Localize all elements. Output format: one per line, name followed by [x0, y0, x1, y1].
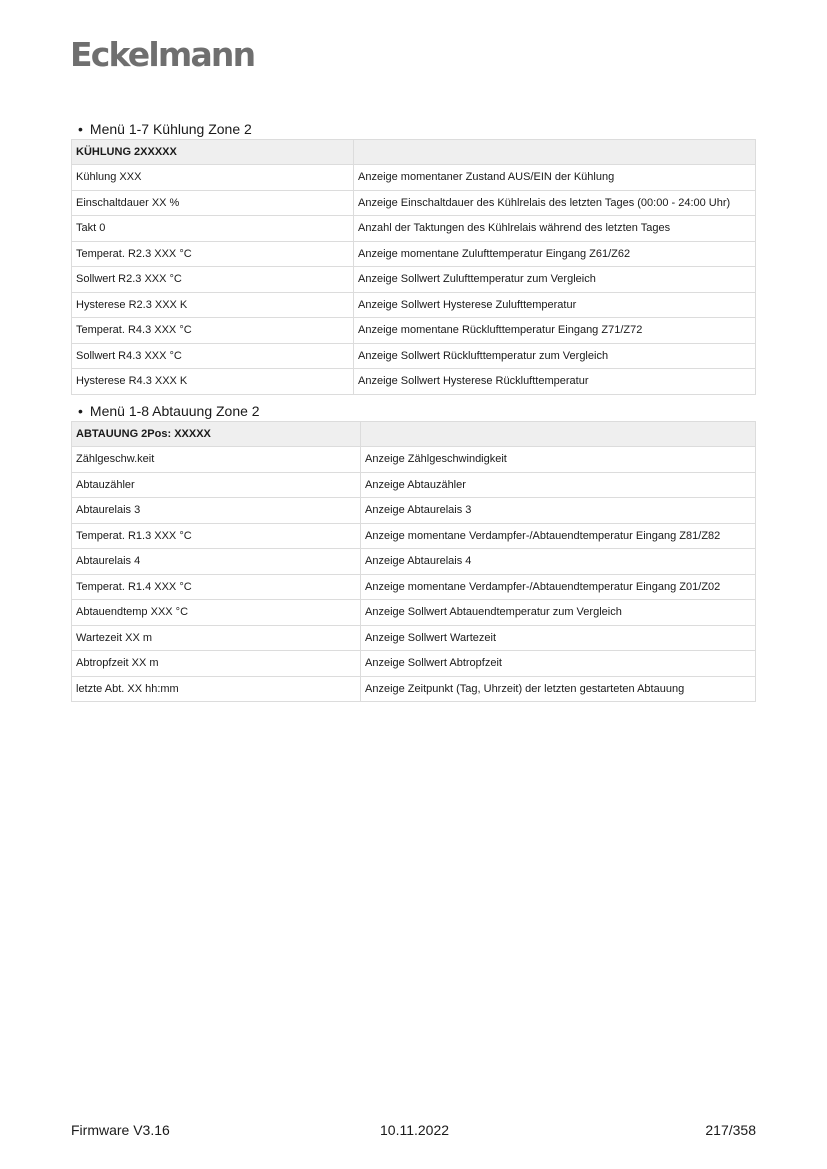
table-row	[72, 292, 756, 318]
description-cell: Anzeige momentane Zulufttemperatur Eingang Z61/Z62	[354, 241, 756, 267]
footer-page-number: 217/358	[705, 1122, 756, 1138]
bullet-icon: •	[78, 403, 83, 419]
table-row	[72, 523, 756, 549]
menu-entry-cell: Sollwert R2.3 XXX °C	[72, 267, 354, 293]
description-cell: Anzeige Sollwert Hysterese Zulufttemperatur	[354, 292, 756, 318]
bullet-icon: •	[78, 121, 83, 137]
table-row	[72, 190, 756, 216]
menu-entry-cell: Temperat. R1.3 XXX °C	[72, 523, 361, 549]
menu-entry-cell: Temperat. R2.3 XXX °C	[72, 241, 354, 267]
table-row	[72, 625, 756, 651]
description-cell: Anzeige Sollwert Rücklufttemperatur zum Vergleich	[354, 343, 756, 369]
menu-entry-cell: Zählgeschw.keit	[72, 447, 361, 473]
section-heading-kuehlung	[78, 122, 252, 136]
menu-entry-cell: Takt 0	[72, 216, 354, 242]
section-heading-text: Menü 1-8 Abtauung Zone 2	[89, 403, 260, 419]
description-cell: Anzeige momentane Verdampfer-/Abtauendtemperatur Eingang Z01/Z02	[361, 574, 756, 600]
menu-entry-cell: Sollwert R4.3 XXX °C	[72, 343, 354, 369]
footer-firmware: Firmware V3.16	[71, 1122, 170, 1138]
description-cell: Anzahl der Taktungen des Kühlrelais während des letzten Tages	[354, 216, 756, 242]
description-cell: Anzeige Einschaltdauer des Kühlrelais des letzten Tages (00:00 - 24:00 Uhr)	[354, 190, 756, 216]
menu-entry-cell: Wartezeit XX m	[72, 625, 361, 651]
table-row	[72, 447, 756, 473]
description-cell: Anzeige Sollwert Abtropfzeit	[361, 651, 756, 677]
footer-date: 10.11.2022	[380, 1122, 450, 1138]
table-row	[72, 574, 756, 600]
table-row	[72, 676, 756, 702]
menu-entry-cell: Abtaurelais 3	[72, 498, 361, 524]
table-row	[72, 165, 756, 191]
description-cell: Anzeige Zählgeschwindigkeit	[361, 447, 756, 473]
description-cell: Anzeige momentane Verdampfer-/Abtauendtemperatur Eingang Z81/Z82	[361, 523, 756, 549]
table-row	[72, 600, 756, 626]
description-cell: Anzeige Zeitpunkt (Tag, Uhrzeit) der letzten gestarteten Abtauung	[361, 676, 756, 702]
table-header-row	[72, 140, 756, 165]
table-row	[72, 651, 756, 677]
menu-entry-cell: Abtauendtemp XXX °C	[72, 600, 361, 626]
menu-entry-cell: Kühlung XXX	[72, 165, 354, 191]
abtauung-table	[71, 421, 756, 702]
table-header-cell	[354, 140, 756, 165]
menu-entry-cell: Hysterese R4.3 XXX K	[72, 369, 354, 395]
description-cell: Anzeige momentaner Zustand AUS/EIN der Kühlung	[354, 165, 756, 191]
menu-entry-cell: Temperat. R1.4 XXX °C	[72, 574, 361, 600]
menu-entry-cell: Abtaurelais 4	[72, 549, 361, 575]
table-row	[72, 472, 756, 498]
table-row	[72, 318, 756, 344]
description-cell: Anzeige Sollwert Hysterese Rücklufttemperatur	[354, 369, 756, 395]
table-row	[72, 549, 756, 575]
table-header-cell: KÜHLUNG 2XXXXX	[72, 140, 354, 165]
description-cell: Anzeige Abtauzähler	[361, 472, 756, 498]
description-cell: Anzeige Abtaurelais 3	[361, 498, 756, 524]
table-row	[72, 369, 756, 395]
menu-entry-cell: Abtauzähler	[72, 472, 361, 498]
table-row	[72, 498, 756, 524]
menu-entry-cell: Hysterese R2.3 XXX K	[72, 292, 354, 318]
table-header-row	[72, 422, 756, 447]
table-row	[72, 241, 756, 267]
description-cell: Anzeige Sollwert Zulufttemperatur zum Vergleich	[354, 267, 756, 293]
table-header-cell: ABTAUUNG 2Pos: XXXXX	[72, 422, 361, 447]
table-header-cell	[361, 422, 756, 447]
company-logo: Eckelmann	[70, 35, 255, 74]
section-heading-text: Menü 1-7 Kühlung Zone 2	[89, 121, 252, 137]
menu-entry-cell: Einschaltdauer XX %	[72, 190, 354, 216]
table-row	[72, 216, 756, 242]
description-cell: Anzeige momentane Rücklufttemperatur Eingang Z71/Z72	[354, 318, 756, 344]
menu-entry-cell: Abtropfzeit XX m	[72, 651, 361, 677]
section-heading-abtauung	[78, 404, 260, 418]
description-cell: Anzeige Sollwert Wartezeit	[361, 625, 756, 651]
description-cell: Anzeige Abtaurelais 4	[361, 549, 756, 575]
table-row	[72, 267, 756, 293]
menu-entry-cell: Temperat. R4.3 XXX °C	[72, 318, 354, 344]
table-row	[72, 343, 756, 369]
description-cell: Anzeige Sollwert Abtauendtemperatur zum Vergleich	[361, 600, 756, 626]
kuehlung-table	[71, 139, 756, 395]
menu-entry-cell: letzte Abt. XX hh:mm	[72, 676, 361, 702]
